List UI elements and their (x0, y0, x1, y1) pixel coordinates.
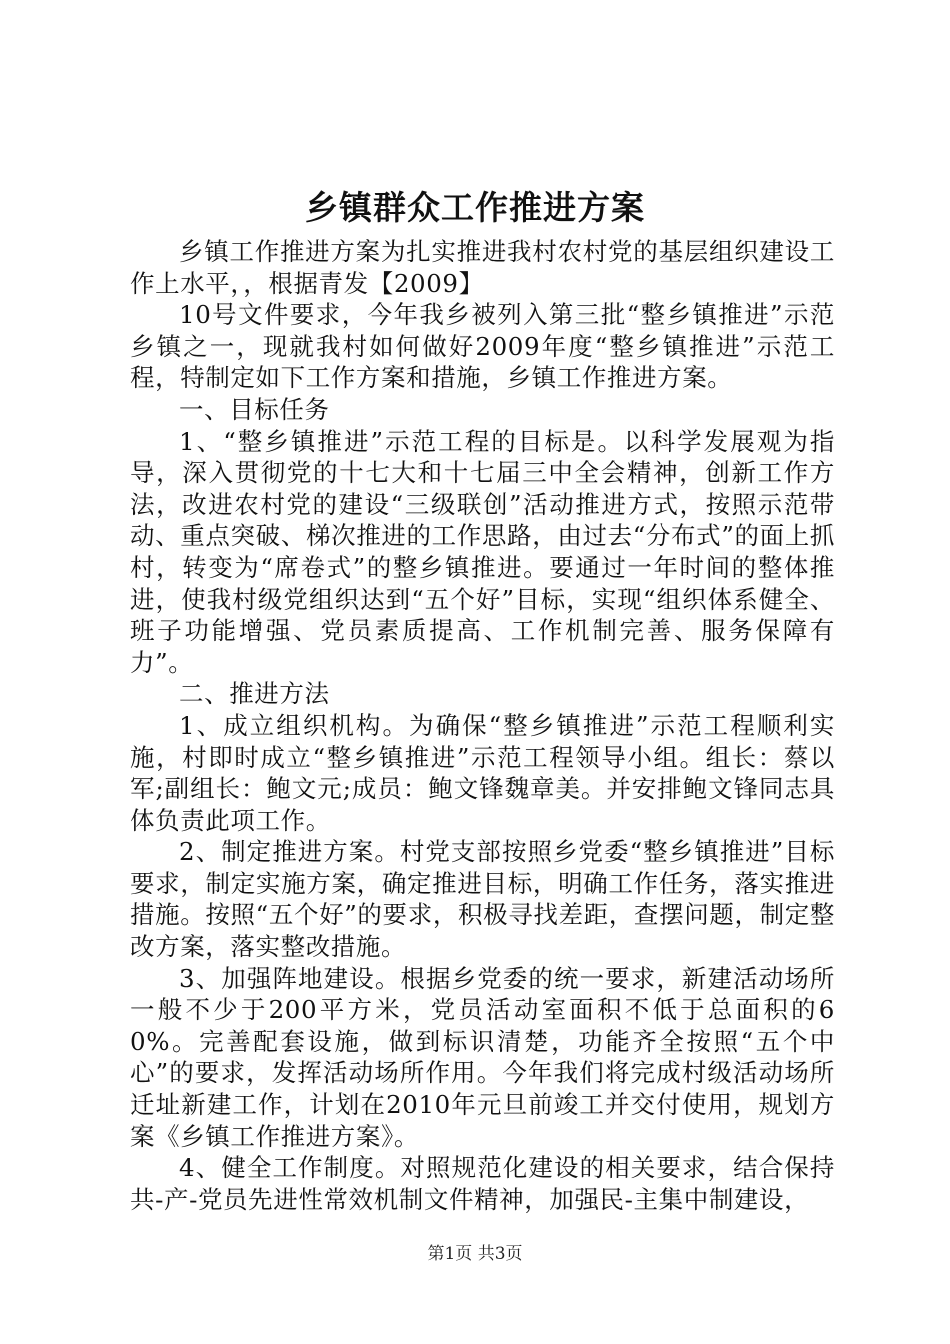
paragraph-background: 10号文件要求，今年我乡被列入第三批“整乡镇推进”示范乡镇之一，现就我村如何做好2009年度“整乡镇推进”示范工程，特制定如下工作方案和措施，乡镇工作推进方案。 (130, 300, 835, 393)
document-title: 乡镇群众工作推进方案 (305, 188, 645, 227)
paragraph-intro: 乡镇工作推进方案为扎实推进我村农村党的基层组织建设工作上水平，，根据青发【2009】 (130, 237, 835, 298)
paragraph-method-4: 4、健全工作制度。对照规范化建设的相关要求，结合保持共-产-党员先进性常效机制文件精神，加强民-主集中制建设， (130, 1153, 835, 1214)
document-body (130, 236, 835, 1215)
paragraph-method-2: 2、制定推进方案。村党支部按照乡党委“整乡镇推进”目标要求，制定实施方案，确定推进目标，明确工作任务，落实推进措施。按照“五个好”的要求，积极寻找差距，查摆问题，制定整改方案，落实整改措施。 (130, 837, 835, 962)
section-heading-methods: 二、推进方法 (179, 679, 330, 709)
paragraph-goals: 1、“整乡镇推进”示范工程的目标是。以科学发展观为指导，深入贯彻党的十七大和十七届三中全会精神，创新工作方法，改进农村党的建设“三级联创”活动推进方式，按照示范带动、重点突破、梯次推进的工作思路，由过去“分布式”的面上抓村，转变为“席卷式”的整乡镇推进。要通过一年时间的整体推进，使我村级党组织达到“五个好”目标，实现“组织体系健全、班子功能增强、党员素质提高、工作机制完善、服务保障有力”。 (130, 426, 835, 677)
page-number-footer: 第1页 共3页 (427, 1244, 523, 1264)
paragraph-method-3: 3、加强阵地建设。根据乡党委的统一要求，新建活动场所一般不少于200平方米，党员活动室面积不低于总面积的60%。完善配套设施，做到标识清楚，功能齐全按照“五个中心”的要求，发挥活动场所作用。今年我们将完成村级活动场所迁址新建工作，计划在2010年元旦前竣工并交付使用，规划方案《乡镇工作推进方案》。 (130, 963, 835, 1151)
paragraph-method-1: 1、成立组织机构。为确保“整乡镇推进”示范工程顺利实施，村即时成立“整乡镇推进”示范工程领导小组。组长：蔡以军;副组长：鲍文元;成员：鲍文锋魏章美。并安排鲍文锋同志具体负责此项工作。 (130, 710, 835, 835)
section-heading-goals: 一、目标任务 (179, 394, 330, 424)
